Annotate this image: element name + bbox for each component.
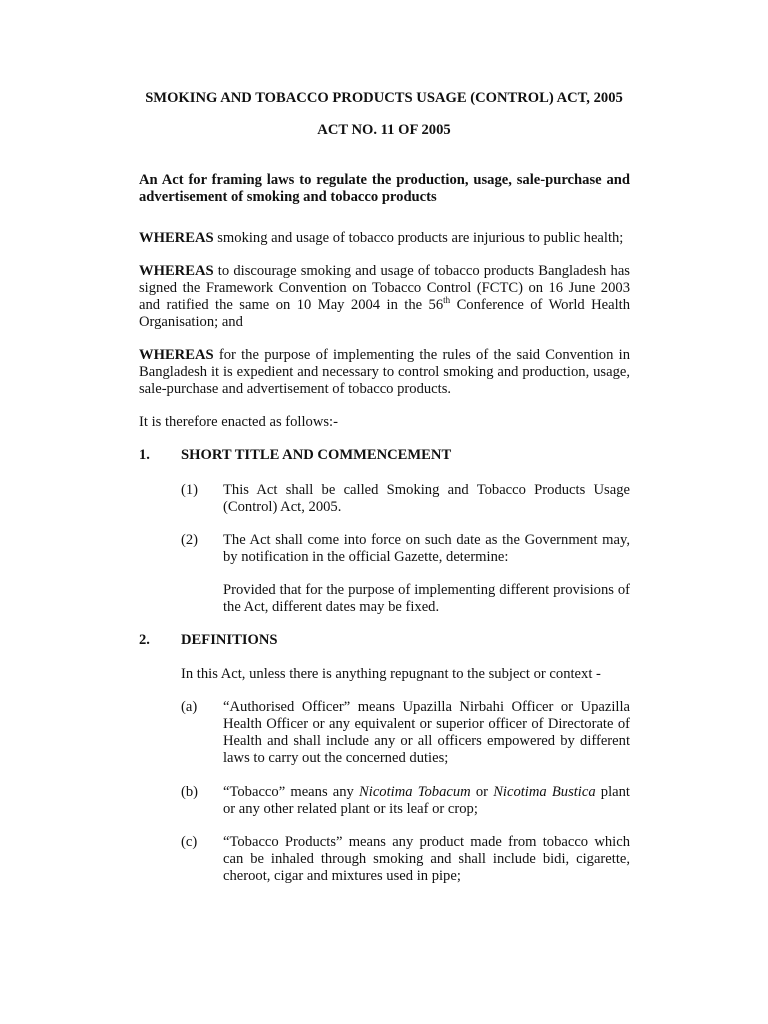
ordinal-superscript: th xyxy=(443,295,451,306)
section-number: 2. xyxy=(139,632,150,648)
subsection-label: (c) xyxy=(181,834,198,850)
subsection-label: (a) xyxy=(181,699,198,715)
section-title: SHORT TITLE AND COMMENCEMENT xyxy=(181,447,452,463)
subsection-text: The Act shall come into force on such date as the Government may, by notification in the official Gazette, determine: xyxy=(223,532,630,565)
act-title: SMOKING AND TOBACCO PRODUCTS USAGE (CONTROL) ACT, 2005 xyxy=(145,90,623,106)
species-name: Nicotima Bustica xyxy=(493,784,596,800)
subsection-text: “Tobacco Products” means any product made from tobacco which can be inhaled through smoking and shall include bidi, cigarette, cheroot, cigar and mixtures used in pipe; xyxy=(223,834,630,884)
subsection-text: This Act shall be called Smoking and Tobacco Products Usage (Control) Act, 2005. xyxy=(223,482,630,515)
preamble-paragraph-3 xyxy=(139,347,630,398)
preamble-text: for the purpose of implementing the rules of the said Convention in Bangladesh it is expedient and necessary to control smoking and production, usage, sale-purchase and advertisement of tobacco products. xyxy=(139,347,630,397)
subsection-label: (1) xyxy=(181,482,199,498)
subsection-label: (b) xyxy=(181,784,199,800)
preamble-text: Conference of World Health Organisation; and xyxy=(139,297,630,330)
whereas-keyword: WHEREAS xyxy=(139,347,214,363)
preamble-paragraph-2 xyxy=(139,263,630,331)
preamble-paragraph-1 xyxy=(139,230,630,247)
section-number: 1. xyxy=(139,447,150,463)
definition-text: plant or any other related plant or its leaf or crop; xyxy=(223,784,630,817)
preamble-text: smoking and usage of tobacco products are injurious to public health; xyxy=(213,230,624,246)
whereas-keyword: WHEREAS xyxy=(139,263,214,279)
definition-text: or xyxy=(470,784,494,800)
subsection-text xyxy=(223,784,630,818)
subsection-text: “Authorised Officer” means Upazilla Nirbahi Officer or Upazilla Health Officer or any equivalent or superior officer of Directorate of Health and shall include any or all officers empowered by different laws to carry out the concerned duties; xyxy=(223,699,630,766)
species-name: Nicotima Tobacum xyxy=(359,784,471,800)
section-title: DEFINITIONS xyxy=(181,632,278,648)
enactment-clause: It is therefore enacted as follows:- xyxy=(139,414,338,430)
proviso-text: Provided that for the purpose of implementing different provisions of the Act, different dates may be fixed. xyxy=(223,582,630,615)
subsection-label: (2) xyxy=(181,532,199,548)
preamble-text: to discourage smoking and usage of tobacco products Bangladesh has signed the Framework Convention on Tobacco Control (FCTC) on 16 June 2003 and ratified the same on 10 May 2004 in the 56 xyxy=(139,263,630,313)
section-intro: In this Act, unless there is anything repugnant to the subject or context - xyxy=(181,666,601,682)
definition-text: “Tobacco” means any xyxy=(223,784,360,800)
act-number: ACT NO. 11 OF 2005 xyxy=(317,122,451,138)
whereas-keyword: WHEREAS xyxy=(139,230,214,246)
long-title: An Act for framing laws to regulate the production, usage, sale-purchase and advertisement of smoking and tobacco products xyxy=(139,172,630,205)
